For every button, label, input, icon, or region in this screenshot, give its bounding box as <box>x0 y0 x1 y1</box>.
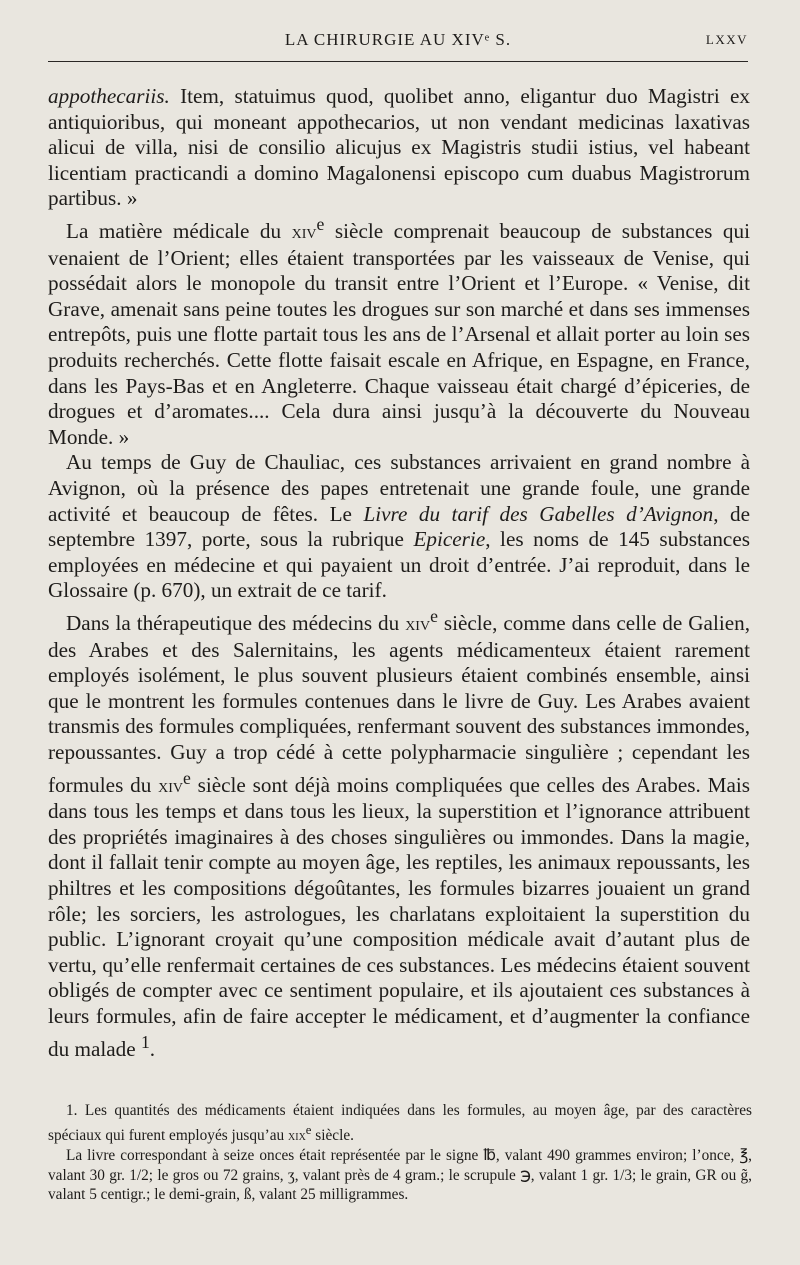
header-rule <box>48 61 748 62</box>
text-run: Item, statuimus quod, quolibet anno, eligantur duo Magistri ex antiquioribus, qui moneant appothecarios, ut non vendant medicinas laxativas alicui de villa, nisi de consilio alicujus ex Magistris studii istius, vel habeant licentiam practicandi a domino Magalonensi episcopo cum duabus Magistrorum partibus. » <box>48 84 750 211</box>
paragraph-avignon <box>48 450 750 604</box>
superscript: e <box>305 1122 312 1137</box>
footnotes <box>48 1101 752 1205</box>
text-run: 1. Les quantités des médicaments étaient indiquées dans les formules, au moyen âge, par des caractères spéciaux qui furent employés jusqu’au <box>48 1102 752 1144</box>
page-number: LXXV <box>705 32 748 47</box>
footnote-1 <box>48 1101 752 1146</box>
italic-word: appothecariis. <box>48 84 170 108</box>
century-numeral: xiv <box>158 775 183 797</box>
italic-rubric: Epicerie <box>413 527 486 552</box>
footnote-reference: 1 <box>140 1031 150 1052</box>
italic-title: Livre du tarif des Gabelles d’Avignon <box>363 501 714 526</box>
text-run: siècle comprenait beaucoup de substances qui venaient de l’Orient; elles étaient transportées par les vaisseaux de Venise, qui possédait alors le monopole du transit entre l’Orient et l’Europe. « Venise, dit Grave, amenait sans peine toutes les drogues sur son marché et dans ses immenses entrepôts, puis une flotte partait tous les ans de l’Arsenal et allait porter au loin ses produits recherchés. Cette flotte faisait escale en Afrique, en Espagne, en France, dans les Pays-Bas et en Angleterre. Chaque vaisseau était chargé d’épiceries, de drogues et d’aromates.... Cela dura ainsi jusqu’à la découverte du Nouveau Monde. » <box>48 219 750 449</box>
text-run: Au temps de Guy de Chauliac, ces substances arrivaient en grand nombre à Avignon, où la présence des papes entretenait une grande foule, une grande activité et beaucoup de fêtes. Le <box>48 450 750 526</box>
century-numeral: xiv <box>405 614 431 635</box>
text-run: , de septembre 1397, porte, sous la rubrique <box>48 501 750 552</box>
text-run: Dans la thérapeutique des médecins du <box>66 611 406 635</box>
running-header <box>48 30 748 56</box>
paragraph-quote-end <box>48 84 750 212</box>
text-run: siècle. <box>311 1126 354 1144</box>
century-numeral: xiv <box>291 222 317 244</box>
paragraph-therapeutics <box>48 604 750 1062</box>
paragraph-materia-medica <box>48 212 750 450</box>
superscript: e <box>430 605 438 626</box>
text-run: La matière médicale du <box>66 219 292 244</box>
body-text <box>48 84 750 1062</box>
footnote-weights: La livre correspondant à seize onces était représentée par le signe ℔, valant 490 grammes environ; l’once, ℥, valant 30 gr. 1/2; le gros ou 72 grains, ʒ, valant près de 4 gram.; le scrupule ℈, valant 1 gr. 1/3; le grain, GR ou g̃, valant 5 centigr.; le demi-grain, ß, valant 25 milligrammes. <box>48 1147 752 1204</box>
text-run: . <box>149 1036 156 1061</box>
text-run: , les noms de 145 substances employées en médecine et qui payaient un droit d’entrée. J’ai reproduit, dans le Glossaire (p. 670), un extrait de ce tarif. <box>48 527 750 603</box>
text-run: siècle, comme dans celle de Galien, des Arabes et des Salernitains, les agents médicamenteux étaient rarement employés isolément, le plus souvent plusieurs étaient combinés ensemble, ainsi que le montrent les formules contenues dans le livre de Guy. Les Arabes avaient transmis des formules compliquées, renfermant souvent des substances immondes, repoussantes. Guy a trop cédé à cette polypharmacie singulière ; cependant les formules du <box>48 611 751 797</box>
superscript: e <box>316 213 325 234</box>
text-run: siècle sont déjà moins compliquées que celles des Arabes. Mais dans tous les temps et dans tous les lieux, la superstition et l’ignorance attribuent des propriétés imaginaires à des choses singulières ou immondes. Dans la magie, dont il fallait tenir compte au moyen âge, les reptiles, les animaux repoussants, les philtres et les compositions dégoûtantes, les formules bizarres jouaient un grand rôle; les sorciers, les astrologues, les charlatans exploitaient la superstition du public. L’ignorant croyait qu’une composition médicale avait d’autant plus de vertu, qu’elle renfermait certaines de ces substances. Les médecins étaient souvent obligés de compter avec ce sentiment populaire, et ils ajoutaient ces substances à leurs formules, afin de faire accepter le médicament, et d’augmenter la confiance du malade <box>48 772 750 1061</box>
century-numeral: xix <box>288 1127 306 1144</box>
running-title: LA CHIRURGIE AU XIVᵉ S. <box>284 30 512 49</box>
superscript: e <box>182 767 191 788</box>
